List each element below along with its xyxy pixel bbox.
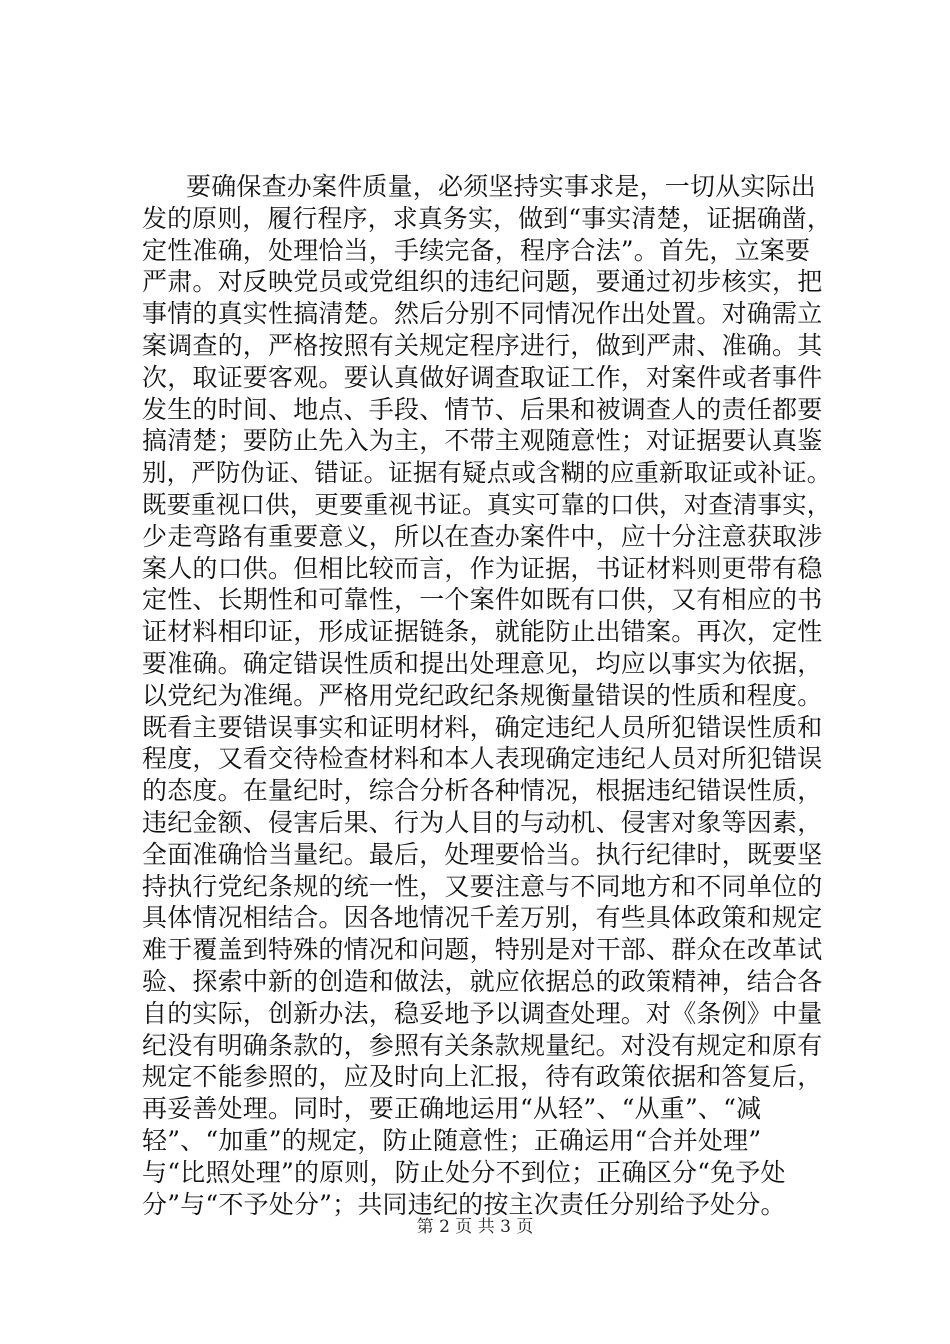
- paragraph-line-10: 别，严防伪证、错证。证据有疑点或含糊的应重新取证或补证。: [142, 458, 832, 488]
- paragraph-line-5: 事情的真实性搞清楚。然后分别不同情况作出处置。对确需立: [142, 299, 823, 329]
- paragraph-line-24: 具体情况相结合。因各地情况千差万别，有些具体政策和规定: [142, 903, 823, 933]
- paragraph-line-29: 规定不能参照的，应及时向上汇报，待有政策依据和答复后，: [142, 1062, 823, 1092]
- paragraph-line-7: 次，取证要客观。要认真做好调查取证工作，对案件或者事件: [142, 362, 823, 392]
- paragraph-line-17: 以党纪为准绳。严格用党纪政纪条规衡量错误的性质和程度。: [142, 680, 823, 710]
- paragraph-line-33: 分”与“不予处分”；共同违纪的按主次责任分别给予处分。: [142, 1189, 786, 1219]
- page-number-footer: 第 2 页 共 3 页: [416, 1217, 534, 1237]
- paragraph-line-27: 自的实际，创新办法，稳妥地予以调查处理。对《条例》中量: [142, 998, 823, 1028]
- paragraph-line-31: 轻”、“加重”的规定，防止随意性；正确运用“合并处理”: [142, 1125, 762, 1155]
- paragraph-line-21: 违纪金额、侵害后果、行为人目的与动机、侵害对象等因素，: [142, 807, 823, 837]
- paragraph-line-28: 纪没有明确条款的，参照有关条款规量纪。对没有规定和原有: [142, 1030, 823, 1060]
- paragraph-line-32: 与“比照处理”的原则，防止处分不到位；正确区分“免予处: [142, 1157, 786, 1187]
- paragraph-line-23: 持执行党纪条规的统一性，又要注意与不同地方和不同单位的: [142, 871, 823, 901]
- paragraph-line-15: 证材料相印证，形成证据链条，就能防止出错案。再次，定性: [142, 617, 823, 647]
- paragraph-line-22: 全面准确恰当量纪。最后，处理要恰当。执行纪律时，既要坚: [142, 839, 823, 869]
- paragraph-line-26: 验、探索中新的创造和做法，就应依据总的政策精神，结合各: [142, 966, 823, 996]
- paragraph-line-13: 案人的口供。但相比较而言，作为证据，书证材料则更带有稳: [142, 553, 823, 583]
- paragraph-line-30: 再妥善处理。同时，要正确地运用“从轻”、“从重”、“减: [142, 1094, 762, 1124]
- paragraph-line-12: 少走弯路有重要意义，所以在查办案件中，应十分注意获取涉: [142, 521, 823, 551]
- paragraph-line-1: 要确保查办案件质量，必须坚持实事求是，一切从实际出: [186, 172, 817, 201]
- paragraph-line-16: 要准确。确定错误性质和提出处理意见，均应以事实为依据，: [142, 648, 823, 678]
- paragraph-line-11: 既要重视口供，更要重视书证。真实可靠的口供，对查清事实，: [142, 489, 832, 519]
- paragraph-line-4: 严肃。对反映党员或党组织的违纪问题，要通过初步核实，把: [142, 267, 823, 297]
- paragraph-line-20: 的态度。在量纪时，综合分析各种情况，根据违纪错误性质，: [142, 776, 823, 806]
- paragraph-line-3: 定性准确，处理恰当，手续完备，程序合法”。首先，立案要: [142, 235, 811, 265]
- body-paragraph: [142, 171, 832, 1220]
- paragraph-line-8: 发生的时间、地点、手段、情节、后果和被调查人的责任都要: [142, 394, 823, 424]
- paragraph-line-18: 既看主要错误事实和证明材料，确定违纪人员所犯错误性质和: [142, 712, 823, 742]
- paragraph-line-25: 难于覆盖到特殊的情况和问题，特别是对干部、群众在改革试: [142, 935, 823, 965]
- paragraph-line-9: 搞清楚；要防止先入为主，不带主观随意性；对证据要认真鉴: [142, 426, 823, 456]
- paragraph-line-2: 发的原则，履行程序，求真务实，做到“事实清楚，证据确凿，: [142, 203, 832, 233]
- paragraph-line-19: 程度，又看交待检查材料和本人表现确定违纪人员对所犯错误: [142, 744, 823, 774]
- paragraph-line-14: 定性、长期性和可靠性，一个案件如既有口供，又有相应的书: [142, 585, 823, 615]
- paragraph-line-6: 案调查的，严格按照有关规定程序进行，做到严肃、准确。其: [142, 330, 823, 360]
